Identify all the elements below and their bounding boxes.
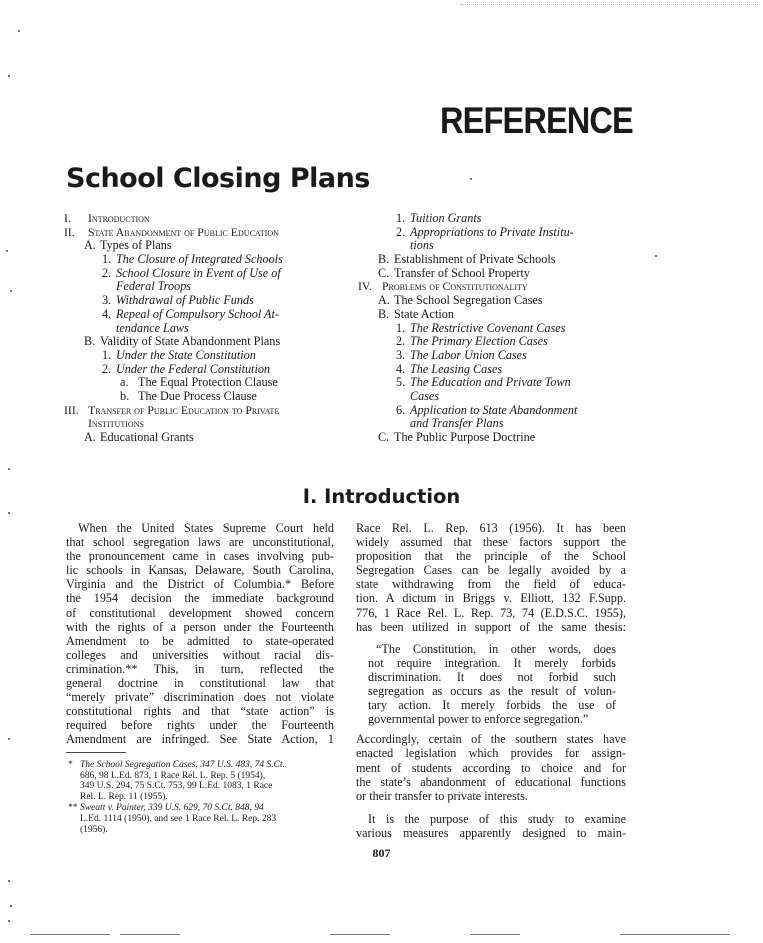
toc-entry-number: III. <box>64 402 79 417</box>
toc-entry-number: 2. <box>396 334 406 349</box>
footnote <box>66 803 334 835</box>
toc-entry <box>358 267 638 281</box>
top-border-dots <box>460 4 760 5</box>
toc-entry-number: B. <box>378 252 390 267</box>
toc-right-column <box>358 212 638 445</box>
toc-entry-number: 1. <box>102 252 112 267</box>
toc-entry-text: Withdrawal of Public Funds <box>116 293 254 308</box>
text-line: tion. A dictum in Briggs v. Elliott, 132 F.Supp. <box>356 591 626 606</box>
footnote-line: 686, 98 L.Ed. 873, 1 Race Rel. L. Rep. 5 (1954), <box>80 770 266 781</box>
toc-entry <box>358 253 638 267</box>
text-line: “merely private” discrimination does not violate <box>66 690 334 705</box>
toc-entry-number: 4. <box>102 306 112 321</box>
toc-entry-number: C. <box>378 265 390 280</box>
text-line: Virginia and the District of Columbia.* Before <box>66 577 334 592</box>
toc-entry-number: 4. <box>396 361 406 376</box>
toc-entry <box>64 226 354 240</box>
toc-entry-number: A. <box>84 430 96 444</box>
toc-entry-text: The Primary Election Cases <box>410 334 548 349</box>
toc-entry <box>64 212 354 226</box>
section-label: REFERENCE <box>440 100 633 141</box>
footnote-mark: * <box>68 760 73 770</box>
block-quote <box>356 642 626 727</box>
toc-entry <box>358 226 638 240</box>
text-line: or their transfer to private interests. <box>356 788 528 803</box>
toc-entry <box>64 431 354 445</box>
toc-entry-text: Under the Federal Constitution <box>116 361 271 376</box>
toc-entry <box>64 335 354 349</box>
footnote-line: The School Segregation Cases, 347 U.S. 483, 74 S.Ct. <box>80 760 285 770</box>
toc-entry-text: Establishment of Private Schools <box>394 252 556 267</box>
toc-entry <box>358 308 638 322</box>
toc-entry <box>358 390 638 404</box>
footnote-rule <box>66 752 126 753</box>
toc-entry <box>64 376 354 390</box>
toc-entry <box>64 322 354 336</box>
toc-entry <box>358 294 638 308</box>
toc-entry <box>64 267 354 281</box>
toc-entry-number: I. <box>64 211 71 225</box>
page-title: School Closing Plans <box>66 163 370 194</box>
toc-entry-text: Institutions <box>88 416 144 431</box>
text-line: Accordingly, certain of the southern states have <box>356 732 626 747</box>
toc-entry <box>358 376 638 390</box>
text-line: proposition that the principle of the School <box>356 549 626 564</box>
toc-entry <box>358 335 638 349</box>
footnote-line: (1956). <box>80 824 108 835</box>
toc-entry-text: State Abandonment of Public Education <box>88 224 279 239</box>
text-line: has been utilized in support of the same thesis: <box>356 619 626 634</box>
text-line: required before rights under the Fourteenth <box>66 718 334 733</box>
toc-entry <box>358 363 638 377</box>
toc-entry-number: IV. <box>358 279 372 294</box>
text-line: of constitutional development showed concern <box>66 605 334 620</box>
text-line: the state’s abandonment of educational functions <box>356 774 626 789</box>
text-line: 776, 1 Race Rel. L. Rep. 73, 74 (E.D.S.C. 1955), <box>356 605 626 620</box>
footnote-line: 349 U.S. 294, 75 S.Ct. 753, 99 L.Ed. 1083, 1 Race <box>80 781 273 792</box>
toc-entry <box>64 390 354 404</box>
paragraph <box>356 521 626 634</box>
paragraph <box>356 812 626 840</box>
toc-entry-number: 1. <box>396 211 406 225</box>
section-heading: I. Introduction <box>302 485 461 508</box>
toc-entry <box>358 239 638 253</box>
text-line: Amendment are infringed. See State Action, 1 <box>66 732 334 747</box>
toc-entry-number: 2. <box>396 224 406 239</box>
text-line: “The Constitution, in other words, does <box>376 641 616 656</box>
text-line: the pronouncement came in cases involving pub- <box>66 549 334 564</box>
text-line: Segregation Cases can be legally avoided by a <box>356 563 626 578</box>
toc-entry-text: Educational Grants <box>100 430 194 444</box>
toc-entry-text: and Transfer Plans <box>410 416 504 431</box>
footnote-line: Rel. L. Rep. 11 (1955). <box>80 791 168 802</box>
right-body-column <box>356 521 626 840</box>
toc-entry-number: II. <box>64 224 75 239</box>
toc-entry <box>64 308 354 322</box>
text-line: state withdrawing from the field of educa- <box>356 577 626 592</box>
text-line: When the United States Supreme Court held <box>78 521 334 535</box>
toc-entry <box>64 363 354 377</box>
toc-entry-text: Repeal of Compulsory School At- <box>116 306 279 321</box>
toc-entry <box>64 404 354 418</box>
toc-entry-number: 6. <box>396 402 406 417</box>
toc-entry-text: Types of Plans <box>100 238 172 253</box>
toc-entry-number: b. <box>120 388 130 403</box>
toc-entry <box>64 417 354 431</box>
toc-entry-text: The Education and Private Town <box>410 375 571 390</box>
toc-entry-number: 1. <box>396 320 406 335</box>
toc-entry-text: Cases <box>410 388 440 403</box>
paragraph <box>66 521 334 747</box>
toc-entry <box>64 253 354 267</box>
toc-entry <box>358 280 638 294</box>
text-line: the 1954 decision the immediate background <box>66 591 334 606</box>
toc-entry-text: Application to State Abandonment <box>410 402 578 417</box>
toc-entry <box>64 294 354 308</box>
toc-entry <box>64 349 354 363</box>
toc-entry-text: Federal Troops <box>116 279 192 294</box>
text-line: tary action. It merely forbids the use of <box>368 698 616 713</box>
text-line: widely assumed that these factors support the <box>356 535 626 550</box>
toc-entry-number: 5. <box>396 375 406 390</box>
toc-entry <box>64 280 354 294</box>
text-line: with the rights of a person under the Fourteenth <box>66 619 334 634</box>
toc-entry-number: B. <box>378 306 390 321</box>
toc-entry-text: The Public Purpose Doctrine <box>394 430 536 444</box>
toc-entry-number: 3. <box>102 293 112 308</box>
text-line: Race Rel. L. Rep. 613 (1956). It has been <box>356 521 626 535</box>
text-line: enacted legislation which provides for assign- <box>356 746 626 761</box>
text-line: It is the purpose of this study to examine <box>368 811 626 826</box>
text-line: Amendment to be admitted to state-operated <box>66 633 334 648</box>
toc-entry-text: Tuition Grants <box>410 211 482 225</box>
toc-entry-text: The Equal Protection Clause <box>138 375 278 390</box>
paragraph <box>356 732 626 802</box>
toc-entry-number: A. <box>378 293 390 308</box>
text-line: segregation as occurs as the result of volun- <box>368 684 616 699</box>
toc-entry-text: Transfer of Public Education to Private <box>88 402 280 417</box>
toc-entry-text: The Restrictive Covenant Cases <box>410 320 566 335</box>
toc-entry-text: The Labor Union Cases <box>410 347 527 362</box>
toc-entry <box>358 349 638 363</box>
page-number: 807 <box>372 846 391 860</box>
toc-entry-text: tions <box>410 238 434 253</box>
toc-entry-number: A. <box>84 238 96 253</box>
toc-entry-text: Under the State Constitution <box>116 347 256 362</box>
toc-entry-text: School Closure in Event of Use of <box>116 265 281 280</box>
text-line: ment of students according to choice and for <box>356 760 626 775</box>
toc-entry <box>358 322 638 336</box>
toc-entry-number: B. <box>84 334 96 349</box>
footnote-mark: ** <box>68 803 78 814</box>
text-line: general doctrine in constitutional law that <box>66 676 334 691</box>
text-line: lic schools in Kansas, Delaware, South Carolina, <box>66 563 334 578</box>
toc-entry <box>358 212 638 226</box>
toc-entry <box>64 239 354 253</box>
toc-entry-number: 1. <box>102 347 112 362</box>
toc-entry-text: Introduction <box>88 211 150 225</box>
text-line: discrimination. It does not forbid such <box>368 669 616 684</box>
footnote-line: L.Ed. 1114 (1950), and see 1 Race Rel. L. Rep. 283 <box>80 813 277 824</box>
toc-entry-text: Problems of Constitutionality <box>382 279 528 294</box>
toc-entry-text: State Action <box>394 306 454 321</box>
left-body-column <box>66 521 334 747</box>
toc-entry-text: Validity of State Abandonment Plans <box>100 334 281 349</box>
toc-entry-number: 2. <box>102 361 112 376</box>
toc-entry-text: Transfer of School Property <box>394 265 530 280</box>
toc-entry-text: The Due Process Clause <box>138 388 257 403</box>
toc-entry-number: a. <box>120 375 129 390</box>
text-line: various measures apparently designed to main- <box>356 825 626 840</box>
text-line: not require integration. It merely forbids <box>368 655 616 670</box>
toc-entry <box>358 417 638 431</box>
toc-entry-number: C. <box>378 430 390 444</box>
text-line: colleges and universities without racial dis- <box>66 647 334 662</box>
footnote <box>66 760 334 802</box>
text-line: crimination.** This, in turn, reflected the <box>66 661 334 676</box>
text-line: constitutional rights and that “state action” is <box>66 704 334 719</box>
toc-entry-number: 2. <box>102 265 112 280</box>
text-line: governmental power to enforce segregation.” <box>368 712 589 727</box>
footnote-line: Sweatt v. Painter, 339 U.S. 629, 70 S.Ct. 848, 94 <box>80 803 264 814</box>
toc-entry-text: The Leasing Cases <box>410 361 503 376</box>
toc-entry-text: The School Segregation Cases <box>394 293 543 308</box>
toc-entry-text: The Closure of Integrated Schools <box>116 252 283 267</box>
toc-entry-number: 3. <box>396 347 406 362</box>
toc-entry <box>358 404 638 418</box>
toc-entry <box>358 431 638 445</box>
toc-entry-text: tendance Laws <box>116 320 189 335</box>
text-line: that school segregation laws are unconstitutional, <box>66 535 334 550</box>
footnotes <box>66 760 334 836</box>
toc-entry-text: Appropriations to Private Institu- <box>410 224 574 239</box>
toc-left-column <box>64 212 354 445</box>
